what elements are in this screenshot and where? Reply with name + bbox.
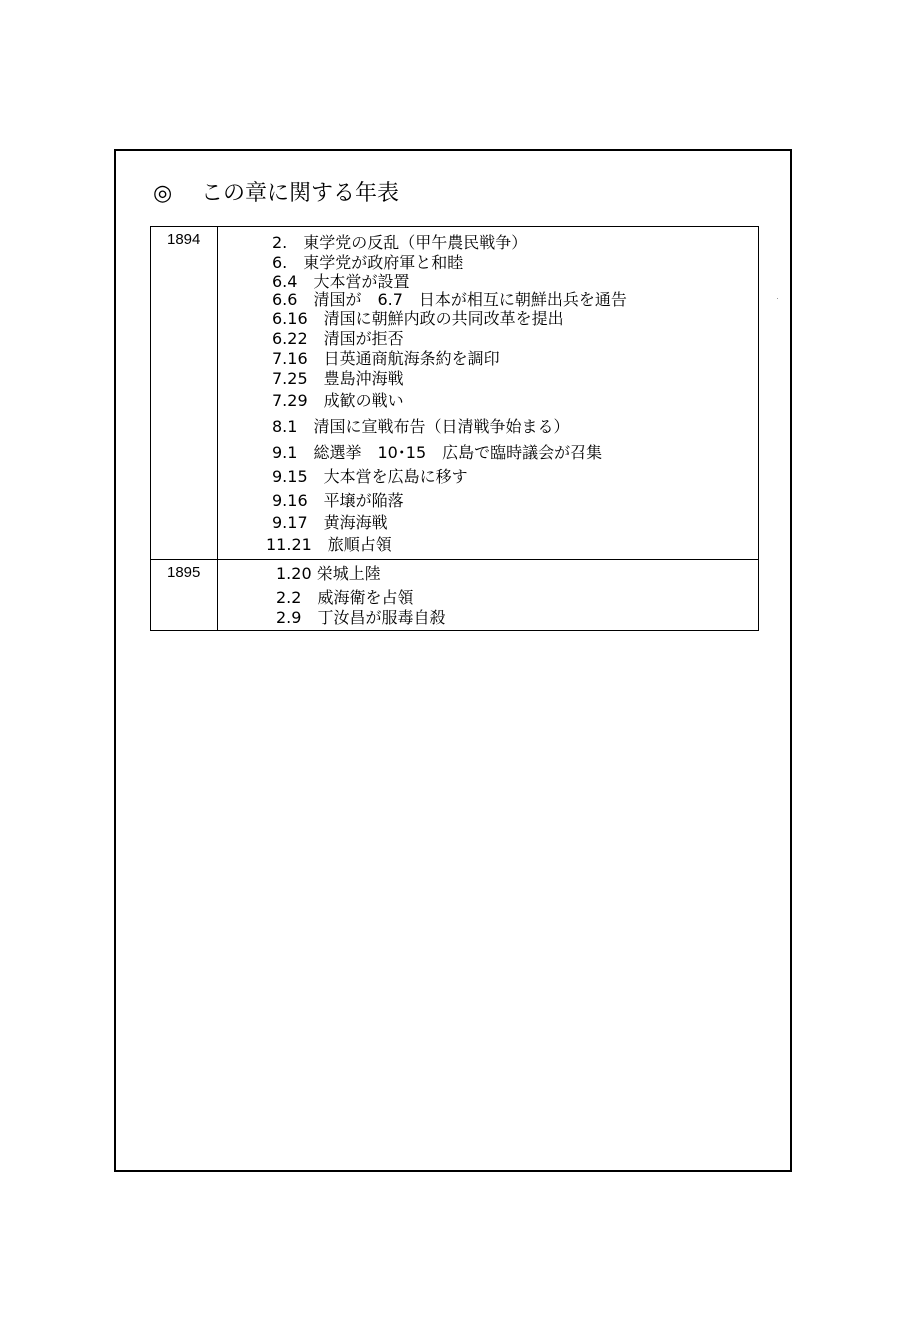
- event-item: 8.1 清国に宣戦布告（日清戦争始まる）: [272, 417, 570, 436]
- event-item: 6.16 清国に朝鮮内政の共同改革を提出: [272, 309, 564, 328]
- double-circle-icon: ◎: [153, 181, 173, 206]
- timeline-table: [150, 226, 759, 631]
- event-item: 1.20 栄城上陸: [276, 564, 381, 583]
- year-cell: 1895: [151, 560, 218, 631]
- event-item: 9.15 大本営を広島に移す: [272, 467, 468, 486]
- event-item: 2.2 威海衛を占領: [276, 588, 414, 607]
- event-item: 9.16 平壌が陥落: [272, 491, 404, 510]
- event-item: 7.25 豊島沖海戦: [272, 369, 404, 388]
- event-item: 6.6 清国が 6.7 日本が相互に朝鮮出兵を通告: [272, 290, 627, 309]
- year-cell: 1894: [151, 227, 218, 560]
- event-item: 2. 東学党の反乱（甲午農民戦争）: [272, 233, 528, 252]
- event-item: 7.16 日英通商航海条約を調印: [272, 349, 500, 368]
- timeline-row-1894: [151, 227, 759, 560]
- chapter-timeline-heading: [153, 178, 399, 210]
- event-item: 6.22 清国が拒否: [272, 329, 404, 348]
- timeline-row-1895: [151, 560, 759, 631]
- event-item: 6.4 大本営が設置: [272, 272, 410, 291]
- event-item: 2.9 丁汝昌が服毒自殺: [276, 608, 446, 627]
- event-item: 9.17 黄海海戦: [272, 513, 388, 532]
- event-item: 7.29 成歓の戦い: [272, 391, 404, 410]
- event-item: 9.1 総選挙 10･15 広島で臨時議会が召集: [272, 443, 603, 462]
- events-cell: [218, 227, 759, 560]
- event-item: 6. 東学党が政府軍と和睦: [272, 253, 464, 272]
- heading-title: この章に関する年表: [201, 181, 400, 206]
- stray-mark: [777, 298, 778, 299]
- event-item: 11.21 旅順占領: [266, 535, 392, 554]
- events-cell: [218, 560, 759, 631]
